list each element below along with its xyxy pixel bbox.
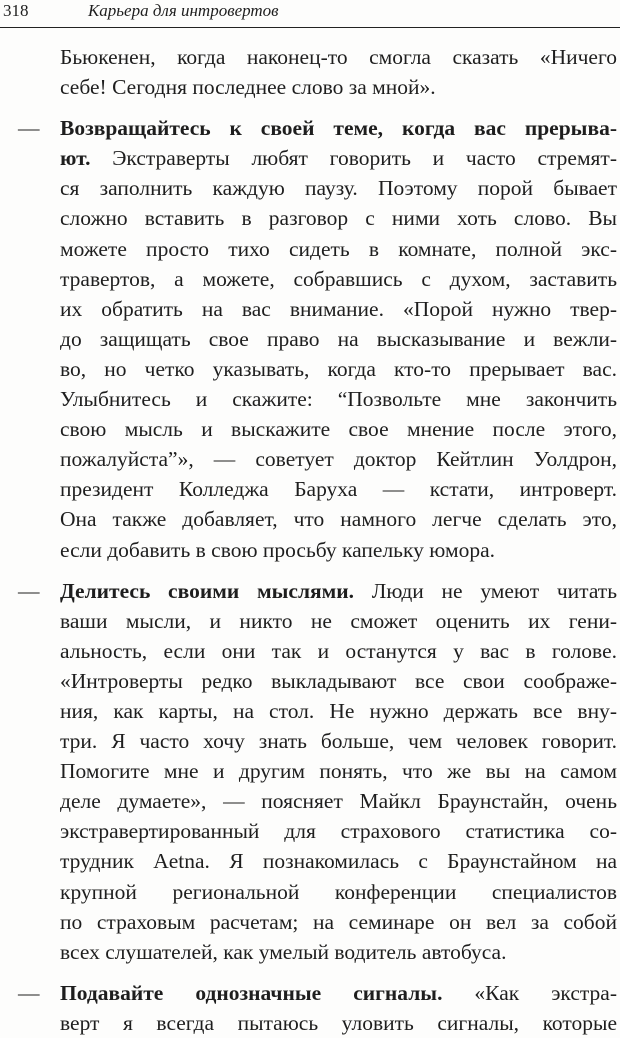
list-item	[0, 113, 620, 564]
text-line	[60, 294, 617, 324]
text-line	[60, 978, 617, 1008]
text-segment: пожалуйста”», — советует доктор Кейтлин Уолдрон,	[60, 447, 617, 472]
text-line	[60, 113, 617, 143]
page-body	[0, 42, 620, 1038]
text-segment: если добавить в свою просьбу капельку юмора.	[60, 537, 496, 562]
text-segment: Улыбнитесь и скажите: “Позвольте мне закончить	[60, 387, 617, 412]
bold-lead-text: Возвращайтесь к своей теме, когда вас прерыва-	[60, 116, 617, 141]
text-line	[60, 234, 617, 264]
paragraph	[0, 42, 620, 102]
text-line	[60, 816, 617, 846]
text-segment: травертов, а можете, собравшись с духом, заставить	[60, 266, 617, 291]
text-segment: ваши мысли, и никто не сможет оценить их гени-	[60, 608, 617, 633]
running-header	[0, 0, 620, 28]
text-line	[60, 384, 617, 414]
list-item	[0, 978, 620, 1038]
text-line	[60, 846, 617, 876]
text-segment: крупной региональной конференции специалистов	[60, 879, 617, 904]
text-segment: ния, как карты, на стол. Не нужно держать все вну-	[60, 698, 617, 723]
text-line	[60, 907, 617, 937]
text-line	[60, 696, 617, 726]
text-segment: «Интроверты редко выкладывают все свои соображе-	[60, 668, 617, 693]
text-segment: Экстраверты любят говорить и часто стремят-	[90, 146, 617, 171]
text-line	[60, 143, 617, 173]
text-line	[60, 354, 617, 384]
page-number: 318	[3, 1, 29, 20]
text-line	[60, 324, 617, 354]
text-line	[60, 535, 617, 565]
em-dash-bullet: —	[18, 980, 40, 1005]
text-line	[60, 606, 617, 636]
text-line	[60, 756, 617, 786]
text-line	[60, 173, 617, 203]
text-segment: три. Я часто хочу знать больше, чем человек говорит.	[60, 729, 617, 754]
text-segment: можете просто тихо сидеть в комнате, полной экс-	[60, 236, 617, 261]
list-item	[0, 576, 620, 967]
text-line	[60, 42, 617, 72]
bold-lead-text: Делитесь своими мыслями.	[60, 578, 355, 603]
text-line	[60, 877, 617, 907]
text-segment: Бьюкенен, когда наконец-то смогла сказать «Ничего	[60, 45, 617, 69]
text-segment: «Как экстра-	[442, 980, 618, 1005]
text-segment: альность, если они так и останутся у вас в голове.	[60, 638, 617, 663]
text-segment: Она также добавляет, что намного легче сделать это,	[60, 507, 617, 532]
text-line	[60, 504, 617, 534]
text-segment: Люди не умеют читать	[354, 578, 618, 603]
text-line	[60, 576, 617, 606]
text-segment: сложно вставить в разговор с ними хоть слово. Вы	[60, 206, 617, 231]
text-line	[60, 726, 617, 756]
text-line	[60, 203, 617, 233]
bold-lead-text: ют.	[60, 146, 91, 171]
running-title: Карьера для интровертов	[88, 1, 279, 20]
text-line	[60, 937, 617, 967]
text-segment: Помогите мне и другим понять, что же вы на самом	[60, 759, 617, 784]
text-segment: президент Колледжа Баруха — кстати, интроверт.	[60, 477, 617, 502]
text-segment: экстравертированный для страхового статистика со-	[60, 819, 617, 844]
text-segment: их обратить на вас внимание. «Порой нужно твер-	[60, 296, 617, 321]
text-line	[60, 666, 617, 696]
em-dash-bullet: —	[18, 578, 40, 603]
bold-lead-text: Подавайте однозначные сигналы.	[60, 980, 443, 1005]
text-segment: по страховым расчетам; на семинаре он вел за собой	[60, 909, 617, 934]
text-segment: во, но четко указывать, когда кто-то прерывает вас.	[60, 356, 617, 381]
text-segment: всех слушателей, как умелый водитель автобуса.	[60, 939, 507, 964]
text-segment: свою мысль и выскажите свое мнение после этого,	[60, 417, 617, 442]
text-line	[60, 264, 617, 294]
text-line	[60, 474, 617, 504]
text-line	[60, 414, 617, 444]
text-segment: верт я всегда пытаюсь уловить сигналы, которые	[60, 1010, 617, 1035]
text-line	[60, 72, 617, 102]
text-segment: ся заполнить каждую паузу. Поэтому порой бывает	[60, 176, 617, 201]
text-line	[60, 636, 617, 666]
text-segment: себе! Сегодня последнее слово за мной».	[60, 75, 436, 100]
em-dash-bullet: —	[18, 116, 40, 141]
text-line	[60, 1008, 617, 1038]
text-segment: деле думаете», — поясняет Майкл Браунстайн, очень	[60, 789, 617, 814]
text-line	[60, 444, 617, 474]
text-segment: трудник Aetna. Я познакомилась с Браунстайном на	[60, 849, 617, 874]
text-segment: до защищать свое право на высказывание и вежли-	[60, 326, 617, 351]
text-line	[60, 786, 617, 816]
